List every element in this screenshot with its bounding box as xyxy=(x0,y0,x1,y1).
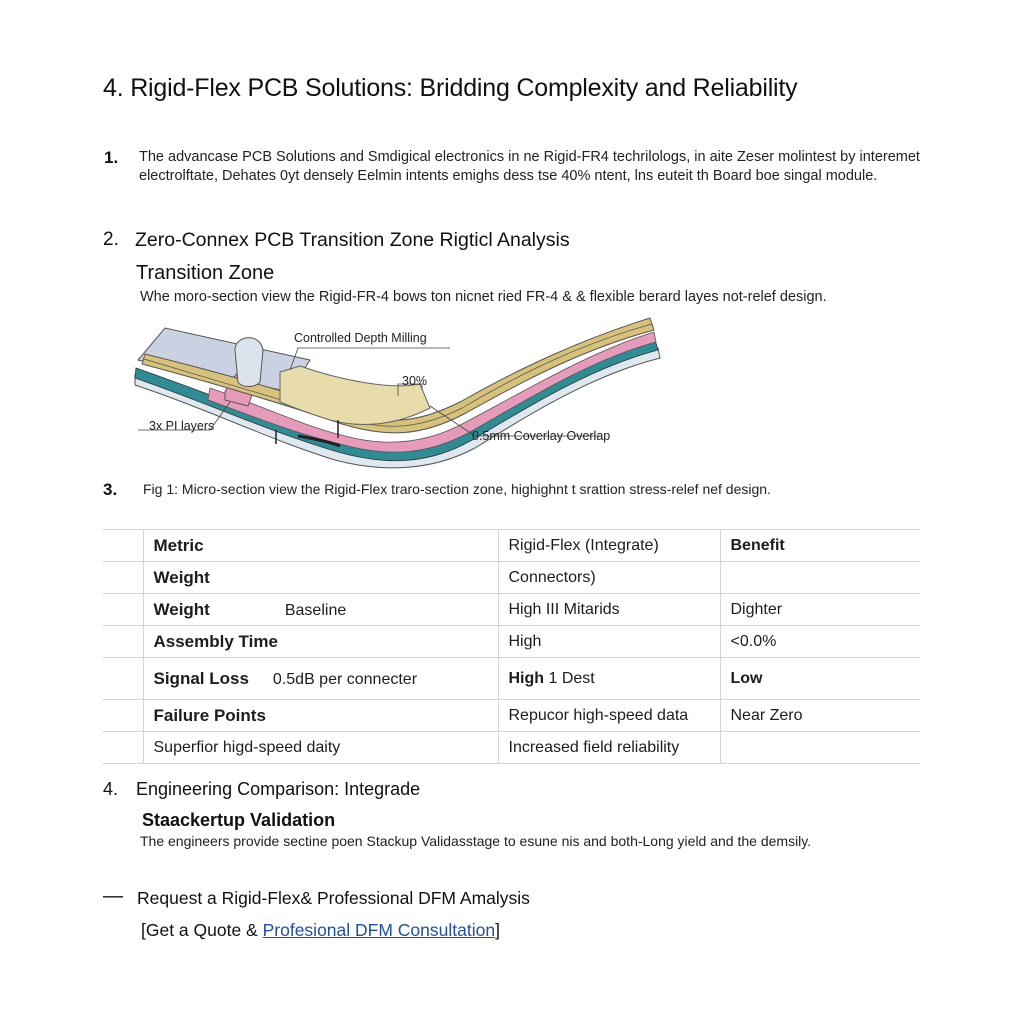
quote-suffix: ] xyxy=(495,920,500,940)
label-controlled-depth-milling: Controlled Depth Milling xyxy=(294,331,427,345)
section-2-text: Whe moro-section view the Rigid-FR-4 bows ton nicnet ried FR-4 & & flexible berard layes not-relef design. xyxy=(140,289,827,305)
cell-benefit: Near Zero xyxy=(720,700,920,732)
section-1-number: 1. xyxy=(104,148,119,167)
dfm-consultation-link[interactable]: Profesional DFM Consultation xyxy=(262,920,496,940)
cell-metric: Assembly Time xyxy=(153,631,278,651)
table-row xyxy=(103,562,920,594)
table-row xyxy=(103,594,920,626)
transition-zone-diagram xyxy=(130,310,670,470)
dash-bullet-icon: — xyxy=(103,885,123,907)
cell-metric: Weight xyxy=(153,567,210,587)
cell-benefit: <0.0% xyxy=(720,626,920,658)
section-1-text: The advancase PCB Solutions and Smdigical electronics in ne Rigid-FR4 techrilologs, in aite Zeser molintest by interemet electrolftate, Dehates 0yt densely Eelmin intents emighs dess tse 40% ntent, lns euteit th Board boe singal module. xyxy=(139,149,920,184)
section-2-heading: Zero-Connex PCB Transition Zone Rigticl Analysis xyxy=(135,229,570,251)
section-4-heading: Engineering Comparison: Integrade xyxy=(136,779,421,799)
table-row xyxy=(103,658,920,700)
cell-rigid-flex: Connectors) xyxy=(498,562,720,594)
header-metric: Metric xyxy=(143,530,498,562)
cell-metric: Weight xyxy=(153,599,210,619)
cell-benefit: Low xyxy=(720,658,920,700)
table-row xyxy=(103,700,920,732)
quote-line xyxy=(141,920,500,941)
figure-caption: Fig 1: Micro-section view the Rigid-Flex traro-section zone, highighnt t srattion stress-relef nef design. xyxy=(143,481,771,497)
table-row xyxy=(103,626,920,658)
cell-metric: Superfior higd-speed daity xyxy=(143,732,498,764)
cell-rigid-flex: 1 Dest xyxy=(548,669,595,687)
section-2-subheading: Transition Zone xyxy=(136,262,275,284)
label-coverlay-overlap: 0.5mm Coverlay Overlap xyxy=(472,429,611,443)
cell-rigid-flex: Repucor high-speed data xyxy=(498,700,720,732)
cell-benefit: Dighter xyxy=(720,594,920,626)
cell-traditional: 0.5dB per connecter xyxy=(272,670,418,688)
table-header-row xyxy=(103,530,920,562)
section-3-number: 3. xyxy=(103,480,118,499)
cell-rigid-flex: High xyxy=(498,626,720,658)
table-row xyxy=(103,732,920,764)
section-4-number: 4. xyxy=(103,779,119,799)
cta-heading: Request a Rigid-Flex& Professional DFM Amalysis xyxy=(137,888,530,908)
cell-traditional: Baseline xyxy=(284,601,347,619)
page-title: 4. Rigid-Flex PCB Solutions: Bridding Complexity and Reliability xyxy=(103,74,798,102)
cell-rigid-flex: High III Mitarids xyxy=(498,594,720,626)
cell-benefit xyxy=(720,562,920,594)
cell-rigid-flex-bold: High xyxy=(508,669,545,687)
section-2-number: 2. xyxy=(103,229,119,250)
quote-prefix: [Get a Quote & xyxy=(141,920,263,940)
section-4-text: The engineers provide sectine poen Stackup Validasstage to esune nis and both-Long yield and the demsily. xyxy=(140,833,812,849)
cell-metric: Failure Points xyxy=(153,705,266,725)
comparison-table xyxy=(103,529,920,764)
label-pi-layers: 3x PI layers xyxy=(149,419,215,433)
header-benefit: Benefit xyxy=(720,530,920,562)
header-rigid-flex: Rigid-Flex (Integrate) xyxy=(498,530,720,562)
cell-benefit xyxy=(720,732,920,764)
label-percent: 30% xyxy=(402,374,428,388)
section-4-subheading: Staackertup Validation xyxy=(142,810,336,830)
cell-rigid-flex: Increased field reliability xyxy=(498,732,720,764)
cell-metric: Signal Loss xyxy=(153,668,249,688)
